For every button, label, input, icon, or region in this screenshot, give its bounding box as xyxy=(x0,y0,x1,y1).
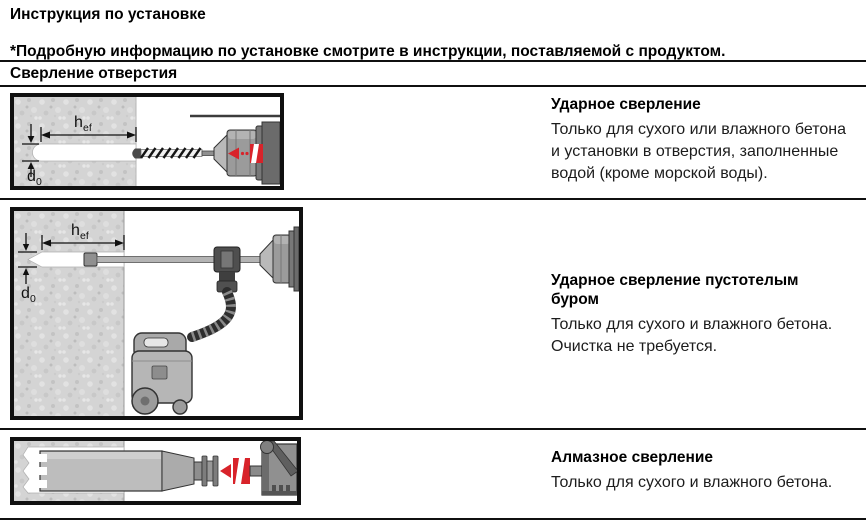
divider-line xyxy=(0,518,866,520)
hef-label: h xyxy=(71,222,80,239)
red-left-arrow xyxy=(220,464,231,478)
method-description: Только для сухого и влажного бетона. xyxy=(551,474,833,491)
handle-knob xyxy=(261,441,274,454)
brand-logo xyxy=(250,144,263,163)
vent-slot xyxy=(272,485,276,491)
method-heading: Алмазное сверление xyxy=(551,449,713,466)
figure-diamond-drilling xyxy=(10,437,301,505)
divider-line xyxy=(0,60,866,62)
method-heading: Ударное сверление пустотелым буром xyxy=(551,272,799,308)
drilled-hole xyxy=(33,144,137,161)
figure-hammer-drilling xyxy=(10,93,284,190)
vacuum-extractor xyxy=(132,333,192,414)
hef-label-sub: ef xyxy=(83,122,92,134)
diamond-drill-motor xyxy=(261,441,298,495)
drill-chuck xyxy=(260,231,294,287)
d0-label: d xyxy=(21,285,30,302)
segment-notch xyxy=(38,454,47,462)
drill-bit xyxy=(132,148,216,159)
suction-hose xyxy=(192,292,231,337)
vent-slot xyxy=(279,485,283,491)
method-heading: Ударное сверление xyxy=(551,96,701,113)
method-caption-hollow-drill xyxy=(551,271,868,358)
d0-label: d xyxy=(27,168,36,185)
segment-notch xyxy=(38,467,47,475)
diamond-drilling-illustration xyxy=(14,441,297,501)
method-description: Только для сухого или влажного бетона и установки в отверстия, заполненные водой (кроме морской воды). xyxy=(551,121,847,182)
hollow-drill-illustration xyxy=(14,211,299,416)
hef-label: h xyxy=(74,114,83,131)
divider-line xyxy=(0,198,866,200)
d0-label-sub: 0 xyxy=(36,176,42,186)
concrete-wall xyxy=(14,211,124,416)
page-title: Инструкция по установке xyxy=(10,6,206,23)
method-description: Только для сухого и влажного бетона. Очистка не требуется. xyxy=(551,316,833,355)
hammer-drill-body xyxy=(294,227,299,291)
figure-hollow-drill-vacuum xyxy=(10,207,303,420)
hef-label-sub: ef xyxy=(80,230,89,242)
core-drill-bit xyxy=(38,451,218,491)
section-title: Сверление отверстия xyxy=(10,65,178,82)
front-caster xyxy=(173,400,187,414)
hammer-drilling-illustration xyxy=(14,97,280,186)
vent-slot xyxy=(286,485,290,491)
install-note: *Подробную информацию по установке смотрите в инструкции, поставляемой с продуктом. xyxy=(10,43,726,60)
d0-label-sub: 0 xyxy=(30,293,36,305)
divider-line xyxy=(0,428,866,430)
divider-line xyxy=(0,85,866,87)
segment-notch xyxy=(38,480,47,488)
method-caption-diamond xyxy=(551,448,868,494)
swivel-dust-connector xyxy=(214,247,240,292)
drive-shaft xyxy=(250,466,262,476)
hammer-drill-body xyxy=(262,122,280,184)
method-caption-hammer xyxy=(551,95,851,185)
brand-logo xyxy=(233,458,250,484)
